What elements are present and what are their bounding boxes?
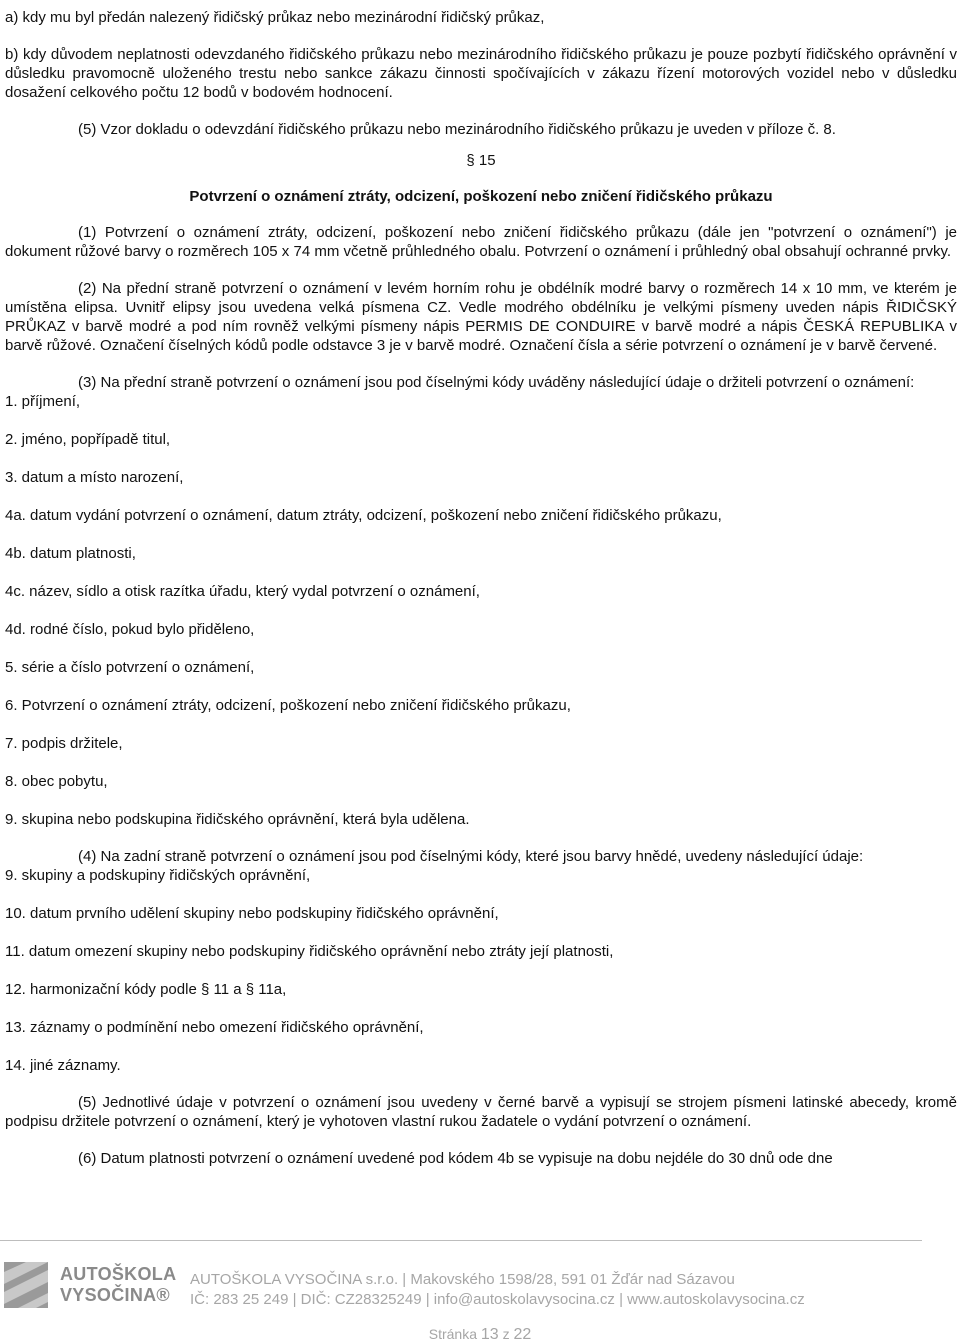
back-items-list: [5, 866, 957, 1075]
section-paragraph-2: (2) Na přední straně potvrzení o oznámení v levém horním rohu je obdélník modré barvy o rozměrech 14 x 10 mm, ve kterém je umístěna elipsa. Uvnitř elipsy jsou uvedena velká písmena CZ. Vedle modrého obdélníku je velkými písmeny uveden nápis ŘIDIČSKÝ PRŮKAZ v barvě modré a pod ním rovněž velkými písmeny nápis PERMIS DE CONDUIRE v barvě modré a nápis ČESKÁ REPUBLIKA v barvě růžové. Označení číselných kódů podle odstavce 3 je v barvě modré. Označení čísla a série potvrzení o oznámení je v barvě červené.: [5, 280, 957, 354]
footer-address: AUTOŠKOLA VYSOČINA s.r.o. | Makovského 1598/28, 591 01 Žďár nad Sázavou: [190, 1271, 735, 1288]
footer-contact: [190, 1270, 805, 1310]
list-item: 9. skupiny a podskupiny řidičských oprávnění,: [5, 867, 311, 884]
section-paragraph-3: (3) Na přední straně potvrzení o oznámení jsou pod číselnými kódy uváděny následující údaje o držiteli potvrzení o oznámení:: [78, 374, 915, 391]
list-item: 4c. název, sídlo a otisk razítka úřadu, který vydal potvrzení o oznámení,: [5, 583, 480, 600]
logo-line-2: VYSOČINA®: [60, 1285, 170, 1305]
list-item: 8. obec pobytu,: [5, 773, 108, 790]
list-item: 7. podpis držitele,: [5, 735, 123, 752]
section-paragraph-5: (5) Jednotlivé údaje v potvrzení o oznámení jsou uvedeny v černé barvě a vypisují se strojem písmeni latinské abecedy, kromě podpisu držitele potvrzení o oznámení, který je vyhotoven vlastní rukou žadatele o vydání potvrzení o oznámení.: [5, 1094, 957, 1130]
list-item: 4a. datum vydání potvrzení o oznámení, datum ztráty, odcizení, poškození nebo zničení řidičského průkazu,: [5, 507, 722, 524]
list-item: 13. záznamy o podmínění nebo omezení řidičského oprávnění,: [5, 1019, 424, 1036]
logo-line-1: AUTOŠKOLA: [60, 1264, 177, 1284]
list-item: 14. jiné záznamy.: [5, 1057, 121, 1074]
page-number: [0, 1325, 960, 1344]
section-title: Potvrzení o oznámení ztráty, odcizení, poškození nebo zničení řidičského průkazu: [189, 188, 773, 205]
section-paragraph-6: (6) Datum platnosti potvrzení o oznámení uvedené pod kódem 4b se vypisuje na dobu nejdéle do 30 dnů ode dne: [78, 1150, 833, 1167]
list-item: 4b. datum platnosti,: [5, 545, 136, 562]
page-total: 22: [513, 1326, 532, 1343]
logo-wordmark: [60, 1264, 176, 1306]
footer-logo: [4, 1262, 176, 1308]
list-item: 9. skupina nebo podskupina řidičského oprávnění, která byla udělena.: [5, 811, 470, 828]
front-items-list: [5, 392, 957, 829]
paragraph-5: (5) Vzor dokladu o odevzdání řidičského průkazu nebo mezinárodního řidičského průkazu je uveden v příloze č. 8.: [78, 121, 836, 138]
footer-ids: IČ: 283 25 249 | DIČ: CZ28325249 | info@autoskolavysocina.cz | www.autoskolavysocina.cz: [190, 1291, 805, 1308]
list-item: 2. jméno, popřípadě titul,: [5, 431, 171, 448]
document-body: [5, 8, 957, 1168]
page-sep: z: [502, 1326, 510, 1342]
list-item: 11. datum omezení skupiny nebo podskupiny řidičského oprávnění nebo ztráty její platnosti,: [5, 943, 614, 960]
list-item: 5. série a číslo potvrzení o oznámení,: [5, 659, 255, 676]
list-item: 4d. rodné číslo, pokud bylo přiděleno,: [5, 621, 255, 638]
list-item: 3. datum a místo narození,: [5, 469, 184, 486]
list-item: 1. příjmení,: [5, 393, 81, 410]
list-item: 6. Potvrzení o oznámení ztráty, odcizení, poškození nebo zničení řidičského průkazu,: [5, 697, 571, 714]
section-paragraph-4: (4) Na zadní straně potvrzení o oznámení jsou pod číselnými kódy, které jsou barvy hnědé, uvedeny následující údaje:: [78, 848, 864, 865]
list-item: 10. datum prvního udělení skupiny nebo podskupiny řidičského oprávnění,: [5, 905, 499, 922]
paragraph-a: a) kdy mu byl předán nalezený řidičský průkaz nebo mezinárodní řidičský průkaz,: [5, 9, 545, 26]
section-number: § 15: [466, 152, 496, 169]
page-current: 13: [480, 1326, 499, 1343]
footer-divider: [0, 1240, 922, 1241]
paragraph-b: b) kdy důvodem neplatnosti odevzdaného řidičského průkazu nebo mezinárodního řidičského průkazu je pouze pozbytí řidičského oprávnění v důsledku pravomocně uloženého trestu nebo sankce zákazu činnosti spočívajících v zákazu řízení motorových vozidel nebo v důsledku dosažení celkového počtu 12 bodů v bodovém hodnocení.: [5, 46, 957, 101]
list-item: 12. harmonizační kódy podle § 11 a § 11a,: [5, 981, 287, 998]
section-paragraph-1: (1) Potvrzení o oznámení ztráty, odcizení, poškození nebo zničení řidičského průkazu (dále jen "potvrzení o oznámení") je dokument růžové barvy o rozměrech 105 x 74 mm včetně průhledného obalu. Potvrzení o oznámení i průhledný obal obsahují ochranné prvky.: [5, 224, 957, 260]
page-prefix: Stránka: [428, 1326, 477, 1342]
autoskola-logo-icon: [4, 1262, 48, 1308]
